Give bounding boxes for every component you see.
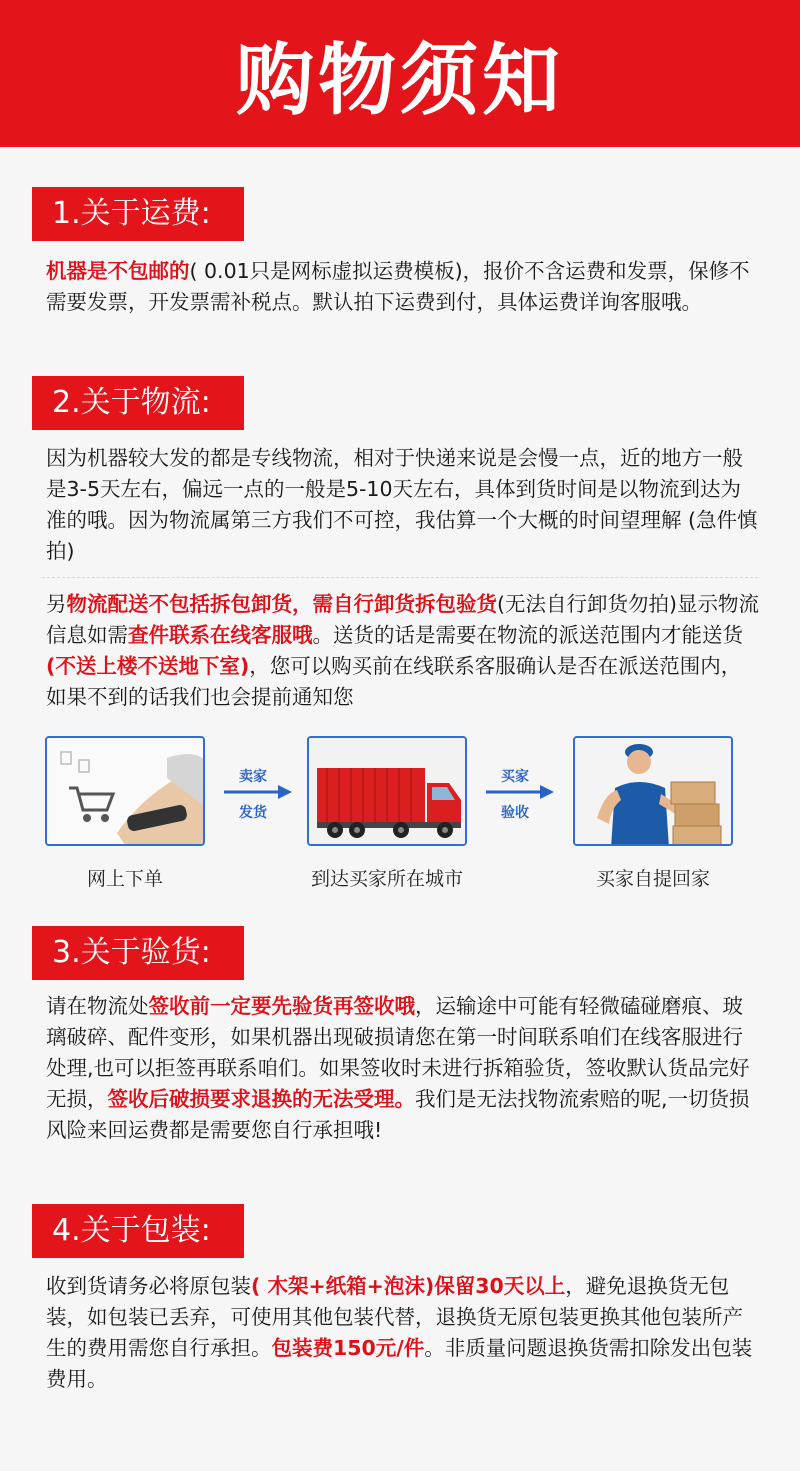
body-text: (无法自行卸货勿拍)显示物流信息如需 bbox=[46, 592, 759, 647]
highlighted-text: 签收前一定要先验货再签收哦 bbox=[148, 994, 415, 1018]
courier-boxes-icon bbox=[573, 736, 733, 846]
truck-icon bbox=[307, 736, 467, 846]
highlighted-text: 物流配送不包括拆包卸货，需自行卸货拆包验货 bbox=[66, 592, 497, 616]
page-title: 购物须知 bbox=[235, 35, 564, 126]
body-text: ，避免退换货无包装，如包装已丢弃，可使用其他包装代替，退换货无原包装更换其他包装所产生的费用需您自行承担。 bbox=[46, 1274, 743, 1360]
arrow-bottom-label: 发货 bbox=[239, 805, 267, 821]
arrow-top-label: 卖家 bbox=[239, 769, 267, 785]
online-order-icon bbox=[45, 736, 205, 846]
highlighted-text: 查件联系在线客服哦 bbox=[128, 623, 313, 647]
body-text: ，您可以购买前在线联系客服确认是否在派送范围内，如果不到的话我们也会提前通知您 bbox=[46, 654, 742, 709]
section-body-logistics-delivery bbox=[46, 589, 761, 713]
section-heading-packaging: 4.关于包装: bbox=[32, 1204, 244, 1258]
section-heading-shipping-fee: 1.关于运费: bbox=[32, 187, 244, 241]
body-text: 。送货的话是需要在物流的派送范围内才能送货 bbox=[312, 623, 743, 647]
flow-arrow bbox=[484, 766, 556, 826]
arrow-top-label: 买家 bbox=[501, 769, 529, 785]
body-text: 。非质量问题退换货需扣除发出包装费用。 bbox=[46, 1336, 753, 1391]
flow-arrow bbox=[222, 766, 294, 826]
section-body-logistics bbox=[46, 443, 761, 567]
page-banner bbox=[0, 0, 800, 147]
dashed-divider bbox=[42, 577, 758, 578]
delivery-flow bbox=[0, 736, 800, 896]
highlighted-text: 签收后破损要求退换的无法受理。 bbox=[107, 1087, 415, 1111]
body-text: ( 0.01只是网标虚拟运费模板)，报价不含运费和发票，保修不需要发票，开发票需补税点。默认拍下运费到付，具体运费详询客服哦。 bbox=[46, 259, 750, 314]
highlighted-text: (不送上楼不送地下室) bbox=[46, 654, 250, 678]
body-text: 另 bbox=[46, 592, 67, 616]
section-heading-logistics: 2.关于物流: bbox=[32, 376, 244, 430]
section-body-shipping-fee bbox=[46, 256, 761, 318]
flow-step-label: 网上下单 bbox=[86, 868, 163, 890]
body-text: 我们是无法找物流索赔的呢,一切货损风险来回运费都是需要您自行承担哦! bbox=[46, 1087, 750, 1142]
arrow-bottom-label: 验收 bbox=[501, 805, 529, 821]
highlighted-text: 机器是不包邮的 bbox=[46, 259, 190, 283]
section-body-inspection bbox=[46, 991, 761, 1146]
body-text: 请在物流处 bbox=[46, 994, 149, 1018]
flow-step-label: 到达买家所在城市 bbox=[310, 868, 463, 890]
flow-step-label: 买家自提回家 bbox=[595, 868, 710, 890]
highlighted-text: 包装费150元/件 bbox=[271, 1336, 425, 1360]
section-body-packaging bbox=[46, 1271, 761, 1395]
section-heading-inspection: 3.关于验货: bbox=[32, 926, 244, 980]
body-text: 收到货请务必将原包装 bbox=[46, 1274, 251, 1298]
body-text: 因为机器较大发的都是专线物流，相对于快递来说是会慢一点，近的地方一般是3-5天左右，偏远一点的一般是5-10天左右，具体到货时间是以物流到达为准的哦。因为物流属第三方我们不可控，我估算一个大概的时间望理解 (急件慎拍) bbox=[46, 446, 758, 563]
highlighted-text: ( 木架+纸箱+泡沫)保留30天以上 bbox=[251, 1274, 566, 1298]
body-text: ，运输途中可能有轻微磕碰磨痕、玻璃破碎、配件变形，如果机器出现破损请您在第一时间联系咱们在线客服进行处理,也可以拒签再联系咱们。如果签收时未进行拆箱验货，签收默认货品完好无损， bbox=[46, 994, 750, 1111]
